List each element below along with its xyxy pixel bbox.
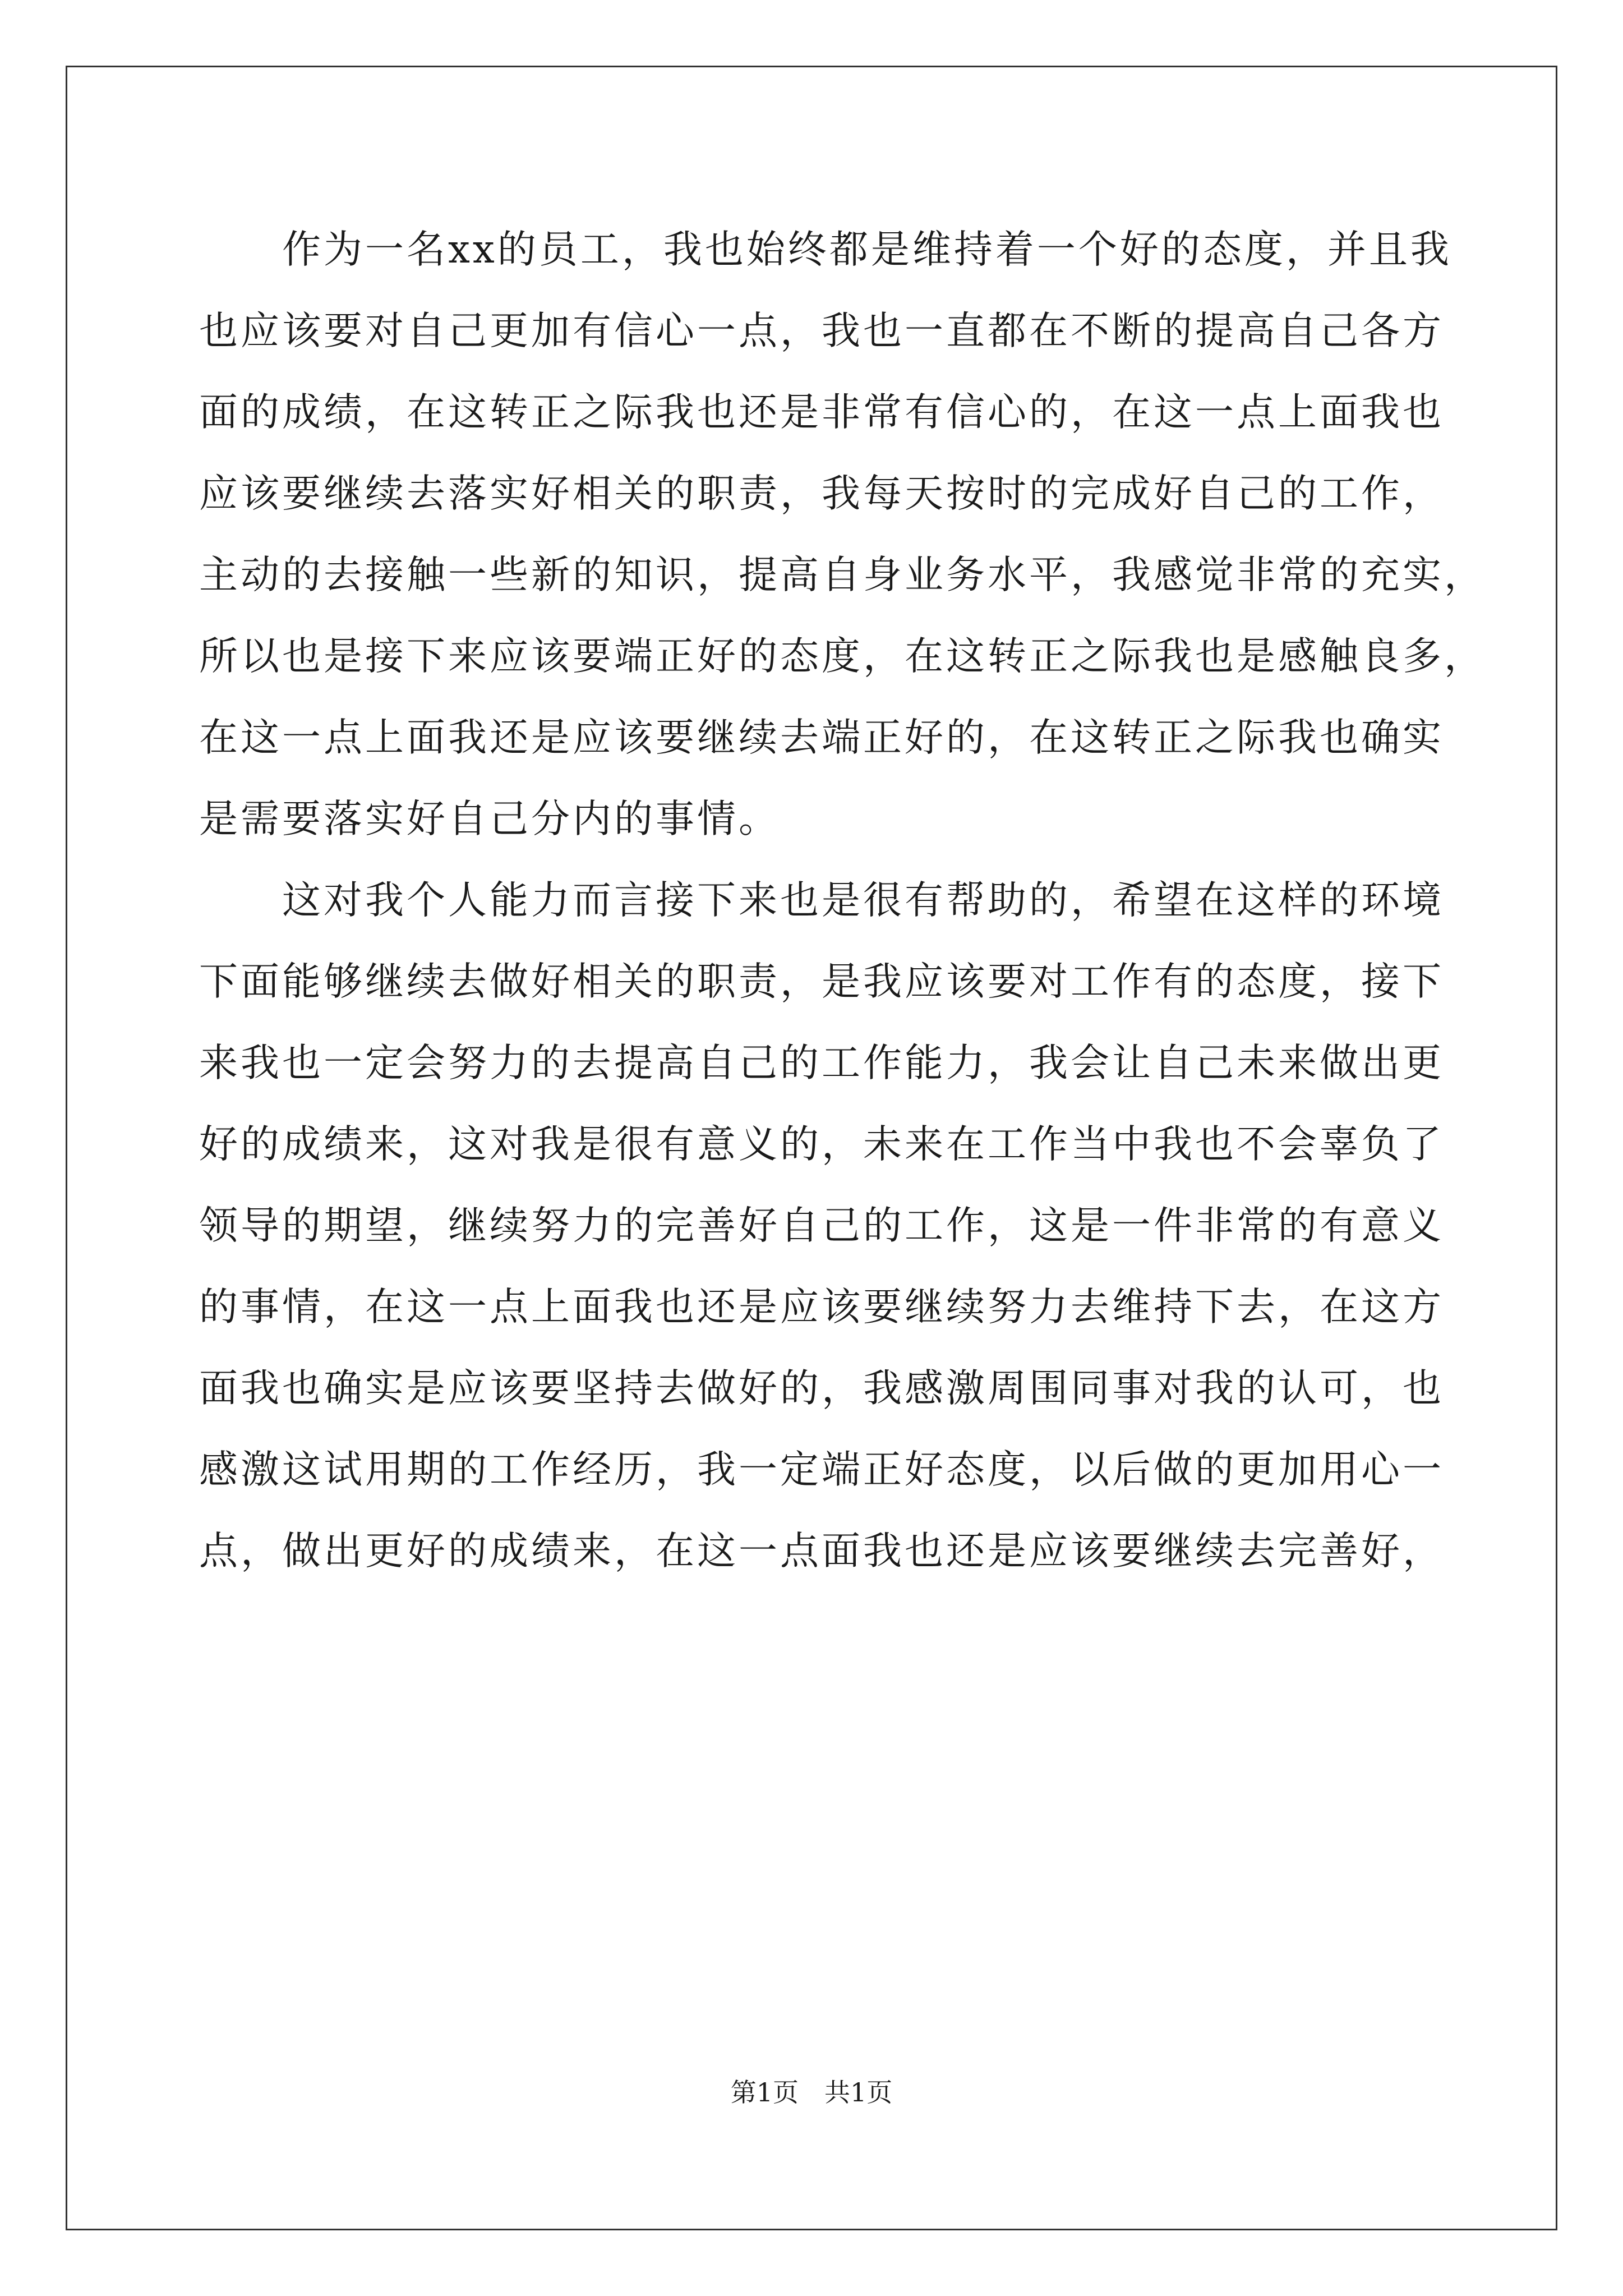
paragraph-1-line-5: 主动的去接触一些新的知识，提高自身业务水平，我感觉非常的充实， — [199, 553, 1486, 597]
paragraph-1-line-3: 面的成绩，在这转正之际我也还是非常有信心的，在这一点上面我也 — [199, 390, 1444, 435]
paragraph-1-line-6: 所以也是接下来应该要端正好的态度，在这转正之际我也是感触良多， — [199, 634, 1486, 679]
paragraph-1-line-8: 是需要落实好自己分内的事情。 — [199, 797, 780, 841]
paragraph-2-line-4: 好的成绩来，这对我是很有意义的，未来在工作当中我也不会辜负了 — [199, 1122, 1444, 1167]
paragraph-2-line-3: 来我也一定会努力的去提高自己的工作能力，我会让自己未来做出更 — [199, 1041, 1444, 1085]
paragraph-2-line-9: 点，做出更好的成绩来，在这一点面我也还是应该要继续去完善好， — [199, 1529, 1444, 1573]
paragraph-2-line-5: 领导的期望，继续努力的完善好自己的工作，这是一件非常的有意义 — [199, 1203, 1444, 1248]
paragraph-1-line-1: 作为一名xx的员工，我也始终都是维持着一个好的态度，并且我 — [199, 227, 1452, 272]
paragraph-1-line-7: 在这一点上面我还是应该要继续去端正好的，在这转正之际我也确实 — [199, 715, 1444, 760]
paragraph-2-line-1: 这对我个人能力而言接下来也是很有帮助的，希望在这样的环境 — [199, 878, 1444, 923]
paragraph-2-line-2: 下面能够继续去做好相关的职责，是我应该要对工作有的态度，接下 — [199, 959, 1444, 1004]
paragraph-1-line-2: 也应该要对自己更加有信心一点，我也一直都在不断的提高自己各方 — [199, 309, 1444, 353]
page-footer: 第1页 共1页 — [730, 2077, 893, 2108]
paragraph-1-line-4: 应该要继续去落实好相关的职责，我每天按时的完成好自己的工作， — [199, 471, 1444, 516]
paragraph-2-line-8: 感激这试用期的工作经历，我一定端正好态度，以后做的更加用心一 — [199, 1447, 1444, 1492]
paragraph-2-line-7: 面我也确实是应该要坚持去做好的，我感激周围同事对我的认可，也 — [199, 1366, 1444, 1411]
paragraph-2-line-6: 的事情，在这一点上面我也还是应该要继续努力去维持下去，在这方 — [199, 1285, 1444, 1329]
